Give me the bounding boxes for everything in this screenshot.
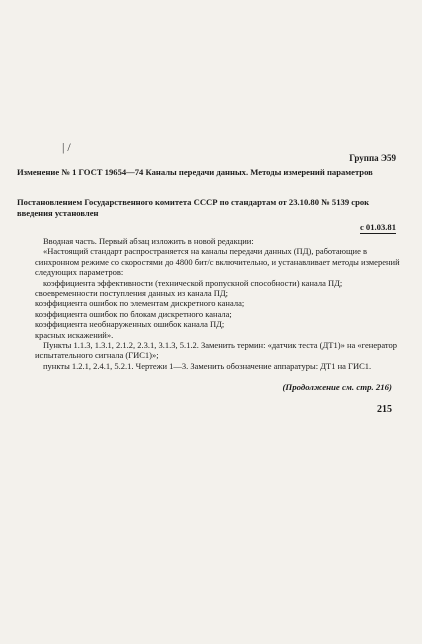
paragraph: коэффициента необнаруженных ошибок канала ПД; (35, 319, 225, 330)
paragraph: своевременности поступления данных из канала ПД; (35, 288, 229, 299)
paragraph: коэффициента ошибок по блокам дискретного канала; (35, 308, 232, 319)
body-text (35, 236, 405, 371)
paragraph: коэффициента ошибок по элементам дискретного канала; (35, 298, 245, 309)
paragraph: Вводная часть. Первый абзац изложить в новой редакции: (43, 236, 254, 246)
paragraph: пункты 1.2.1, 2.4.1, 5.2.1. Чертежи 1—3. Заменить обозначение аппаратуры: ДТ1 на ГИС1. (43, 360, 372, 371)
amendment-title: Изменение № 1 ГОСТ 19654—74 Каналы передачи данных. Методы измерений параметров (17, 167, 373, 177)
margin-mark: | / (62, 140, 71, 154)
continuation-note: (Продолжение см. стр. 216) (282, 382, 392, 392)
paragraph: красных искажений». (35, 329, 114, 340)
paragraph: Пункты 1.1.3, 1.3.1, 2.1.2, 2.3.1, 3.1.3, 5.1.2. Заменить термин: «датчик теста (ДТ1)» на «генератор испытательного сигнала (ГИС1)»; (35, 340, 398, 361)
effective-date: с 01.03.81 (359, 222, 396, 232)
decree-text: Постановлением Государственного комитета СССР по стандартам от 23.10.80 № 5139 срок введения установлен (17, 197, 370, 218)
paragraph: «Настоящий стандарт распространяется на каналы передачи данных (ПД), работающие в синхронном режиме со скоростями до 4800 бит/с включительно, и устанавливает методы измерений следующих параметров: (35, 246, 400, 278)
page-number: 215 (377, 404, 392, 415)
group-code: Группа Э59 (349, 153, 396, 163)
paragraph: коэффициента эффективности (технической пропускной способности) канала ПД; (43, 277, 343, 288)
